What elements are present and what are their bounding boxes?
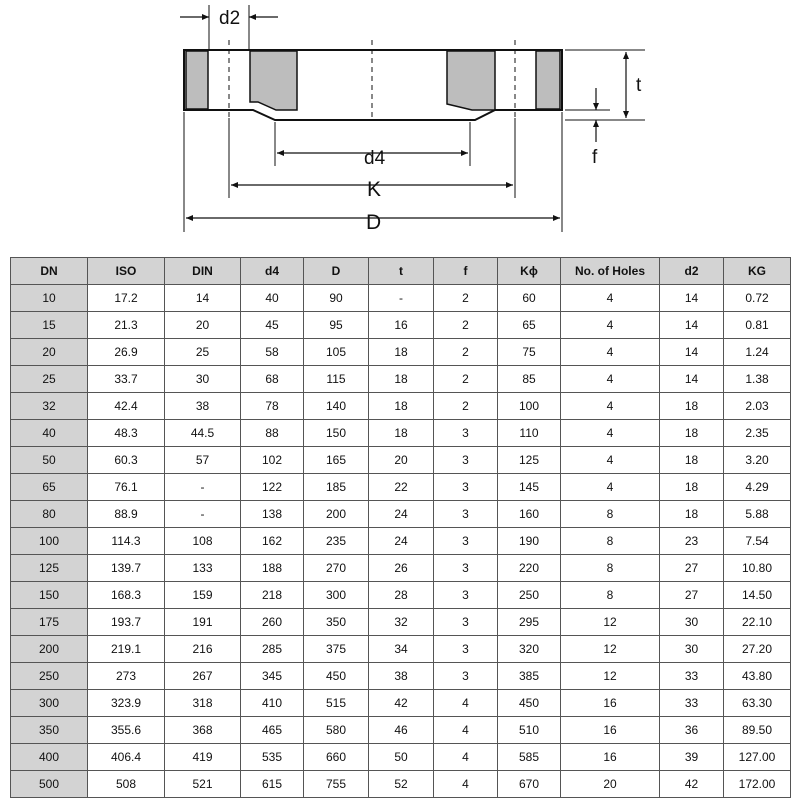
table-cell: 14 [660, 339, 724, 366]
table-cell: 58 [241, 339, 304, 366]
table-cell: 168.3 [88, 582, 165, 609]
table-cell: 14 [660, 366, 724, 393]
table-cell: 48.3 [88, 420, 165, 447]
table-cell: 4 [561, 474, 660, 501]
table-cell: 63.30 [724, 690, 791, 717]
table-cell: 2.03 [724, 393, 791, 420]
table-cell: 4.29 [724, 474, 791, 501]
table-cell: 4 [434, 690, 498, 717]
table-row [11, 744, 791, 771]
table-cell: 78 [241, 393, 304, 420]
table-cell: 300 [304, 582, 369, 609]
table-cell: 57 [165, 447, 241, 474]
table-cell: 3 [434, 528, 498, 555]
table-cell: 4 [561, 285, 660, 312]
table-cell: 3 [434, 609, 498, 636]
table-cell: 14 [660, 312, 724, 339]
table-cell: 14.50 [724, 582, 791, 609]
column-header: D [304, 258, 369, 285]
table-cell: 28 [369, 582, 434, 609]
table-row [11, 717, 791, 744]
table-cell: 16 [561, 717, 660, 744]
table-cell: 110 [498, 420, 561, 447]
table-cell: 25 [11, 366, 88, 393]
table-cell: 2 [434, 285, 498, 312]
table-cell: 38 [369, 663, 434, 690]
label-d: D [366, 211, 382, 234]
flange-shading [186, 51, 560, 110]
table-cell: 75 [498, 339, 561, 366]
table-cell: 7.54 [724, 528, 791, 555]
table-cell: 100 [11, 528, 88, 555]
table-cell: 25 [165, 339, 241, 366]
table-cell: 80 [11, 501, 88, 528]
table-cell: - [369, 285, 434, 312]
table-row [11, 312, 791, 339]
table-cell: 3.20 [724, 447, 791, 474]
table-cell: 16 [561, 744, 660, 771]
table-cell: 20 [165, 312, 241, 339]
table-cell: 40 [241, 285, 304, 312]
table-row [11, 690, 791, 717]
table-row [11, 501, 791, 528]
table-cell: - [165, 501, 241, 528]
table-cell: 580 [304, 717, 369, 744]
table-cell: 355.6 [88, 717, 165, 744]
table-cell: 8 [561, 528, 660, 555]
table-cell: 200 [304, 501, 369, 528]
table-cell: - [165, 474, 241, 501]
table-cell: 400 [11, 744, 88, 771]
table-cell: 5.88 [724, 501, 791, 528]
table-cell: 2.35 [724, 420, 791, 447]
table-cell: 68 [241, 366, 304, 393]
table-cell: 3 [434, 420, 498, 447]
table-cell: 450 [304, 663, 369, 690]
dimension-lines [180, 17, 626, 218]
table-cell: 122 [241, 474, 304, 501]
table-cell: 16 [369, 312, 434, 339]
column-header: DIN [165, 258, 241, 285]
table-cell: 18 [369, 339, 434, 366]
table-cell: 26 [369, 555, 434, 582]
table-cell: 250 [11, 663, 88, 690]
table-cell: 133 [165, 555, 241, 582]
table-cell: 17.2 [88, 285, 165, 312]
table-row [11, 420, 791, 447]
table-cell: 3 [434, 501, 498, 528]
table-cell: 30 [165, 366, 241, 393]
table-cell: 8 [561, 582, 660, 609]
table-cell: 260 [241, 609, 304, 636]
table-cell: 16 [561, 690, 660, 717]
table-cell: 219.1 [88, 636, 165, 663]
table-cell: 105 [304, 339, 369, 366]
column-header: No. of Holes [561, 258, 660, 285]
table-cell: 323.9 [88, 690, 165, 717]
table-cell: 368 [165, 717, 241, 744]
table-cell: 39 [660, 744, 724, 771]
table-cell: 345 [241, 663, 304, 690]
table-cell: 175 [11, 609, 88, 636]
table-cell: 3 [434, 663, 498, 690]
table-cell: 2 [434, 339, 498, 366]
table-cell: 30 [660, 636, 724, 663]
table-cell: 20 [11, 339, 88, 366]
table-cell: 615 [241, 771, 304, 798]
table-cell: 4 [561, 312, 660, 339]
table-cell: 14 [660, 285, 724, 312]
table-cell: 4 [434, 717, 498, 744]
table-cell: 24 [369, 528, 434, 555]
table-cell: 50 [11, 447, 88, 474]
table-cell: 21.3 [88, 312, 165, 339]
table-cell: 46 [369, 717, 434, 744]
table-cell: 188 [241, 555, 304, 582]
table-cell: 50 [369, 744, 434, 771]
table-cell: 12 [561, 663, 660, 690]
table-cell: 3 [434, 447, 498, 474]
table-cell: 220 [498, 555, 561, 582]
table-cell: 140 [304, 393, 369, 420]
table-row [11, 636, 791, 663]
table-cell: 115 [304, 366, 369, 393]
table-cell: 159 [165, 582, 241, 609]
table-cell: 18 [660, 474, 724, 501]
table-cell: 108 [165, 528, 241, 555]
table-cell: 20 [561, 771, 660, 798]
label-t: t [636, 75, 642, 96]
table-cell: 15 [11, 312, 88, 339]
table-cell: 450 [498, 690, 561, 717]
table-header-row [11, 258, 791, 285]
table-row [11, 393, 791, 420]
table-cell: 85 [498, 366, 561, 393]
table-cell: 34 [369, 636, 434, 663]
table-cell: 18 [369, 393, 434, 420]
table-cell: 0.81 [724, 312, 791, 339]
table-cell: 320 [498, 636, 561, 663]
table-cell: 33 [660, 690, 724, 717]
table-cell: 375 [304, 636, 369, 663]
table-cell: 191 [165, 609, 241, 636]
table-cell: 267 [165, 663, 241, 690]
table-row [11, 528, 791, 555]
table-cell: 125 [498, 447, 561, 474]
table-cell: 23 [660, 528, 724, 555]
table-cell: 20 [369, 447, 434, 474]
table-cell: 18 [660, 420, 724, 447]
column-header: f [434, 258, 498, 285]
table-cell: 40 [11, 420, 88, 447]
table-cell: 89.50 [724, 717, 791, 744]
label-d2: d2 [219, 8, 241, 29]
table-cell: 45 [241, 312, 304, 339]
table-cell: 138 [241, 501, 304, 528]
table-cell: 4 [434, 771, 498, 798]
table-cell: 162 [241, 528, 304, 555]
table-cell: 419 [165, 744, 241, 771]
column-header: DN [11, 258, 88, 285]
table-row [11, 366, 791, 393]
table-cell: 2 [434, 393, 498, 420]
table-cell: 12 [561, 609, 660, 636]
table-cell: 127.00 [724, 744, 791, 771]
table-cell: 0.72 [724, 285, 791, 312]
table-cell: 3 [434, 555, 498, 582]
flange-spec-table [10, 257, 791, 798]
table-cell: 350 [11, 717, 88, 744]
column-header: Kϕ [498, 258, 561, 285]
column-header: t [369, 258, 434, 285]
table-cell: 24 [369, 501, 434, 528]
table-cell: 515 [304, 690, 369, 717]
table-cell: 585 [498, 744, 561, 771]
table-cell: 114.3 [88, 528, 165, 555]
table-cell: 88.9 [88, 501, 165, 528]
table-cell: 660 [304, 744, 369, 771]
table-cell: 12 [561, 636, 660, 663]
table-cell: 521 [165, 771, 241, 798]
table-cell: 38 [165, 393, 241, 420]
table-cell: 27 [660, 582, 724, 609]
table-row [11, 474, 791, 501]
table-cell: 150 [304, 420, 369, 447]
table-cell: 33 [660, 663, 724, 690]
table-cell: 385 [498, 663, 561, 690]
table-cell: 14 [165, 285, 241, 312]
column-header: ISO [88, 258, 165, 285]
table-cell: 216 [165, 636, 241, 663]
table-cell: 42 [660, 771, 724, 798]
table-cell: 60 [498, 285, 561, 312]
table-cell: 18 [369, 366, 434, 393]
label-k: K [367, 178, 382, 201]
table-cell: 4 [561, 393, 660, 420]
table-cell: 139.7 [88, 555, 165, 582]
table-cell: 2 [434, 312, 498, 339]
column-header: KG [724, 258, 791, 285]
table-cell: 4 [561, 339, 660, 366]
table-cell: 95 [304, 312, 369, 339]
table-cell: 88 [241, 420, 304, 447]
table-cell: 755 [304, 771, 369, 798]
table-cell: 318 [165, 690, 241, 717]
table-cell: 2 [434, 366, 498, 393]
table-cell: 535 [241, 744, 304, 771]
table-cell: 42 [369, 690, 434, 717]
table-cell: 102 [241, 447, 304, 474]
table-row [11, 555, 791, 582]
table-cell: 4 [561, 420, 660, 447]
table-cell: 42.4 [88, 393, 165, 420]
table-cell: 52 [369, 771, 434, 798]
table-cell: 3 [434, 474, 498, 501]
table-cell: 273 [88, 663, 165, 690]
table-row [11, 339, 791, 366]
table-cell: 60.3 [88, 447, 165, 474]
table-cell: 33.7 [88, 366, 165, 393]
table-cell: 193.7 [88, 609, 165, 636]
table-cell: 150 [11, 582, 88, 609]
table-body [11, 285, 791, 798]
table-cell: 65 [11, 474, 88, 501]
table-cell: 406.4 [88, 744, 165, 771]
table-cell: 3 [434, 582, 498, 609]
table-cell: 18 [660, 501, 724, 528]
table-row [11, 447, 791, 474]
table-cell: 44.5 [165, 420, 241, 447]
table-cell: 32 [11, 393, 88, 420]
table-cell: 165 [304, 447, 369, 474]
table-cell: 10 [11, 285, 88, 312]
table-cell: 4 [434, 744, 498, 771]
table-cell: 350 [304, 609, 369, 636]
extension-lines [184, 5, 645, 232]
table-cell: 4 [561, 447, 660, 474]
table-cell: 90 [304, 285, 369, 312]
table-cell: 250 [498, 582, 561, 609]
table-cell: 22 [369, 474, 434, 501]
table-cell: 1.24 [724, 339, 791, 366]
table-cell: 185 [304, 474, 369, 501]
column-header: d2 [660, 258, 724, 285]
table-cell: 218 [241, 582, 304, 609]
table-row [11, 285, 791, 312]
table-cell: 27.20 [724, 636, 791, 663]
table-cell: 510 [498, 717, 561, 744]
table-row [11, 663, 791, 690]
table-cell: 465 [241, 717, 304, 744]
table-cell: 1.38 [724, 366, 791, 393]
table-cell: 145 [498, 474, 561, 501]
table-cell: 27 [660, 555, 724, 582]
table-cell: 36 [660, 717, 724, 744]
table-cell: 10.80 [724, 555, 791, 582]
table-cell: 43.80 [724, 663, 791, 690]
table-cell: 8 [561, 501, 660, 528]
flange-drawing [0, 0, 800, 240]
table-cell: 3 [434, 636, 498, 663]
table-cell: 30 [660, 609, 724, 636]
column-header: d4 [241, 258, 304, 285]
table-cell: 172.00 [724, 771, 791, 798]
table-cell: 32 [369, 609, 434, 636]
table-cell: 4 [561, 366, 660, 393]
table-cell: 500 [11, 771, 88, 798]
table-cell: 18 [369, 420, 434, 447]
table-cell: 270 [304, 555, 369, 582]
table-row [11, 771, 791, 798]
table-cell: 100 [498, 393, 561, 420]
label-f: f [592, 147, 598, 168]
table-cell: 125 [11, 555, 88, 582]
label-d4: d4 [364, 148, 386, 169]
table-cell: 300 [11, 690, 88, 717]
table-row [11, 582, 791, 609]
table-cell: 76.1 [88, 474, 165, 501]
table-cell: 22.10 [724, 609, 791, 636]
table-cell: 235 [304, 528, 369, 555]
table-cell: 18 [660, 393, 724, 420]
table-cell: 410 [241, 690, 304, 717]
table-cell: 18 [660, 447, 724, 474]
table-cell: 285 [241, 636, 304, 663]
table-cell: 65 [498, 312, 561, 339]
table-cell: 200 [11, 636, 88, 663]
table-cell: 670 [498, 771, 561, 798]
flange-section [184, 50, 562, 120]
table-cell: 160 [498, 501, 561, 528]
table-cell: 26.9 [88, 339, 165, 366]
table-cell: 190 [498, 528, 561, 555]
table-cell: 295 [498, 609, 561, 636]
table-cell: 8 [561, 555, 660, 582]
table-cell: 508 [88, 771, 165, 798]
table-row [11, 609, 791, 636]
